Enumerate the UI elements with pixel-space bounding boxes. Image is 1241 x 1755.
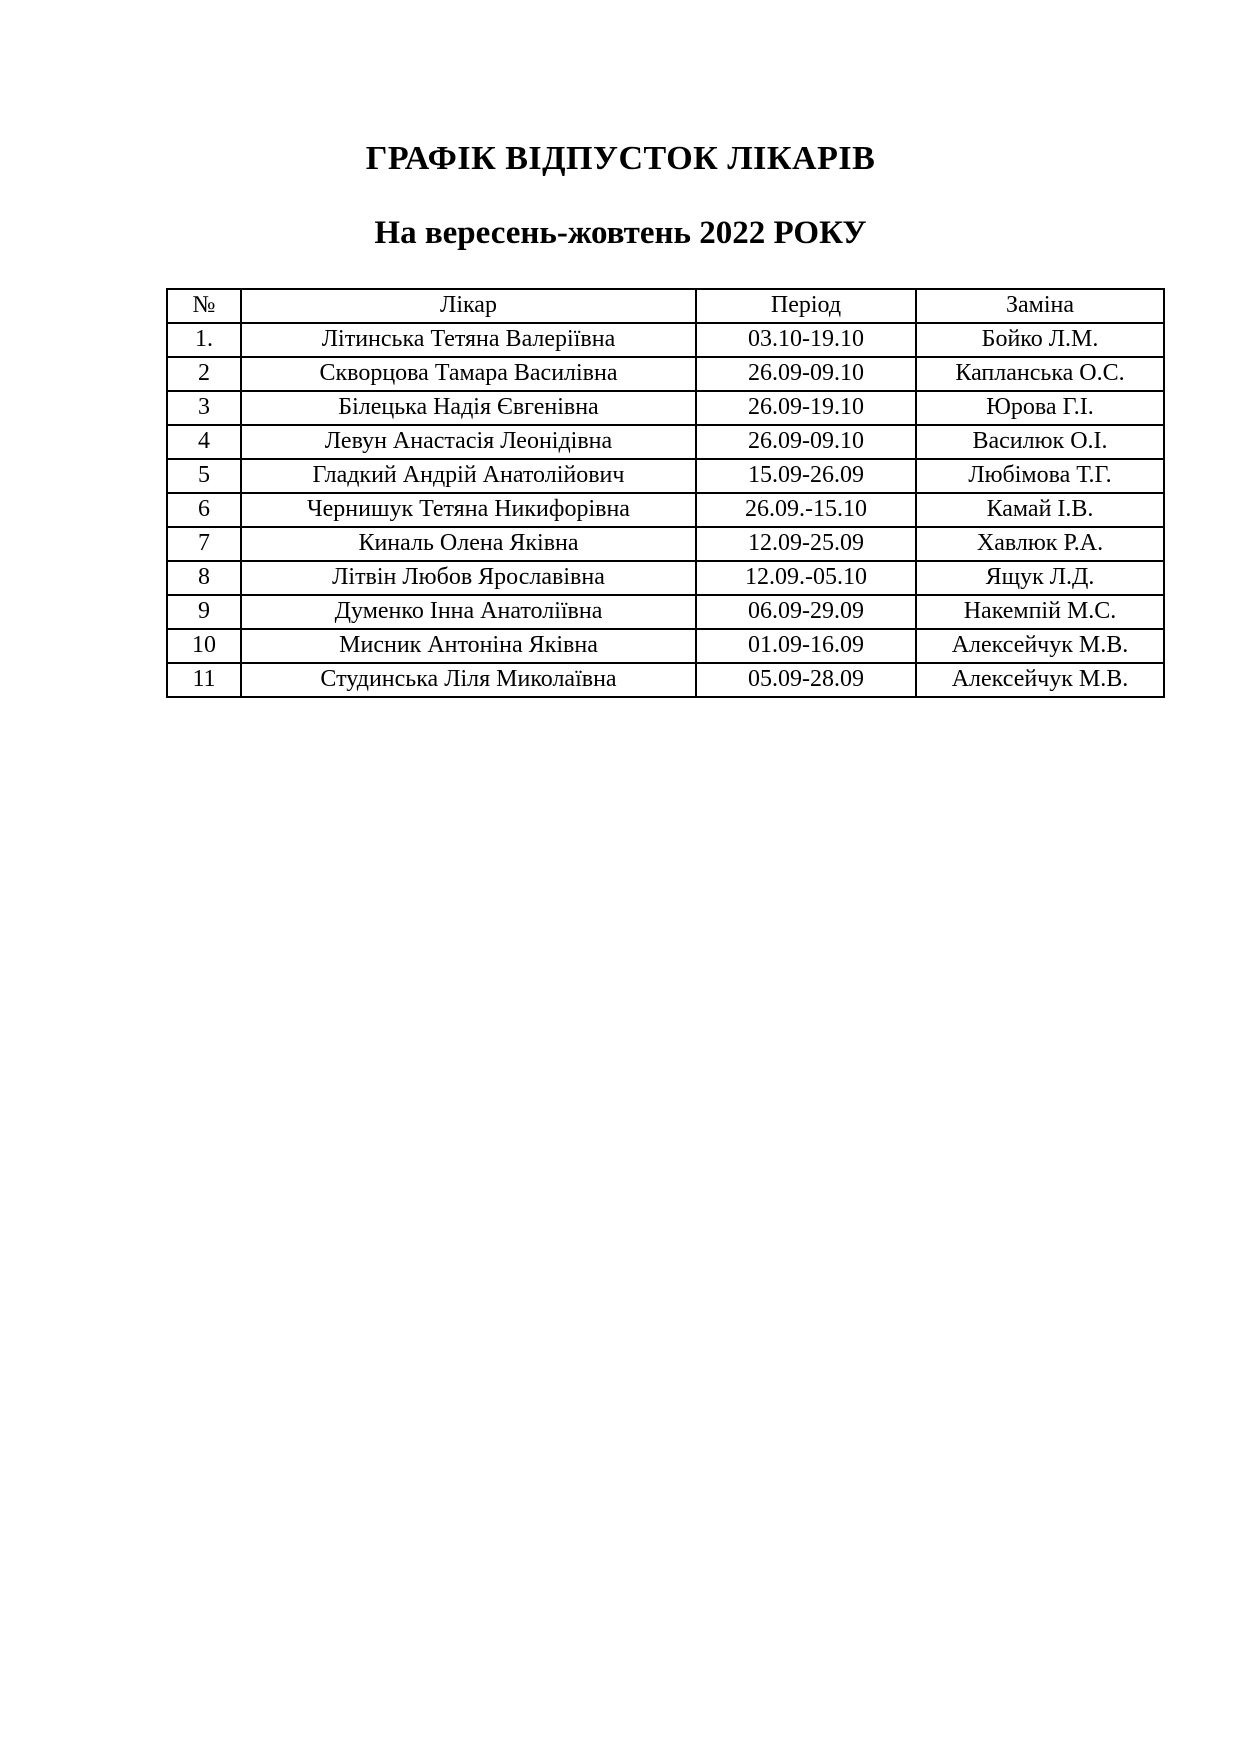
table-row <box>167 391 1164 425</box>
doctor-name-cell: Скворцова Тамара Василівна <box>241 357 696 391</box>
period-cell: 06.09-29.09 <box>696 595 916 629</box>
table-row <box>167 629 1164 663</box>
row-number-cell: 3 <box>167 391 241 425</box>
table-row <box>167 425 1164 459</box>
row-number-cell: 5 <box>167 459 241 493</box>
period-cell: 26.09-09.10 <box>696 357 916 391</box>
table-row <box>167 561 1164 595</box>
replacement-cell: Юрова Г.І. <box>916 391 1164 425</box>
doctor-name-cell: Студинська Ліля Миколаївна <box>241 663 696 697</box>
document-title: ГРАФІК ВІДПУСТОК ЛІКАРІВ <box>365 140 876 177</box>
period-cell: 01.09-16.09 <box>696 629 916 663</box>
table-row <box>167 527 1164 561</box>
doctor-name-cell: Чернишук Тетяна Никифорівна <box>241 493 696 527</box>
doctor-name-cell: Думенко Інна Анатоліївна <box>241 595 696 629</box>
row-number-cell: 2 <box>167 357 241 391</box>
col-header-replacement: Заміна <box>916 289 1164 323</box>
table-row <box>167 459 1164 493</box>
col-header-period: Період <box>696 289 916 323</box>
table-row <box>167 357 1164 391</box>
period-cell: 12.09.-05.10 <box>696 561 916 595</box>
doctor-name-cell: Левун Анастасія Леонідівна <box>241 425 696 459</box>
doctor-name-cell: Літинська Тетяна Валеріївна <box>241 323 696 357</box>
table-row <box>167 595 1164 629</box>
replacement-cell: Ящук Л.Д. <box>916 561 1164 595</box>
table-row <box>167 323 1164 357</box>
replacement-cell: Алексейчук М.В. <box>916 663 1164 697</box>
replacement-cell: Хавлюк Р.А. <box>916 527 1164 561</box>
row-number-cell: 1. <box>167 323 241 357</box>
col-header-doctor: Лікар <box>241 289 696 323</box>
replacement-cell: Василюк О.І. <box>916 425 1164 459</box>
row-number-cell: 11 <box>167 663 241 697</box>
period-cell: 12.09-25.09 <box>696 527 916 561</box>
doctor-name-cell: Білецька Надія Євгенівна <box>241 391 696 425</box>
row-number-cell: 9 <box>167 595 241 629</box>
period-cell: 05.09-28.09 <box>696 663 916 697</box>
period-cell: 26.09-09.10 <box>696 425 916 459</box>
document-subtitle: На вересень-жовтень 2022 РОКУ <box>374 215 867 252</box>
doctor-name-cell: Літвін Любов Ярославівна <box>241 561 696 595</box>
period-cell: 26.09.-15.10 <box>696 493 916 527</box>
replacement-cell: Бойко Л.М. <box>916 323 1164 357</box>
replacement-cell: Камай І.В. <box>916 493 1164 527</box>
table-header-row <box>167 289 1164 323</box>
period-cell: 26.09-19.10 <box>696 391 916 425</box>
doctor-name-cell: Гладкий Андрій Анатолійович <box>241 459 696 493</box>
table-row <box>167 663 1164 697</box>
period-cell: 15.09-26.09 <box>696 459 916 493</box>
replacement-cell: Капланська О.С. <box>916 357 1164 391</box>
period-cell: 03.10-19.10 <box>696 323 916 357</box>
vacation-schedule-table <box>166 288 1165 698</box>
replacement-cell: Алексейчук М.В. <box>916 629 1164 663</box>
row-number-cell: 7 <box>167 527 241 561</box>
doctor-name-cell: Мисник Антоніна Яківна <box>241 629 696 663</box>
row-number-cell: 10 <box>167 629 241 663</box>
replacement-cell: Любімова Т.Г. <box>916 459 1164 493</box>
table-row <box>167 493 1164 527</box>
row-number-cell: 6 <box>167 493 241 527</box>
col-header-number: № <box>167 289 241 323</box>
row-number-cell: 4 <box>167 425 241 459</box>
row-number-cell: 8 <box>167 561 241 595</box>
replacement-cell: Накемпій М.С. <box>916 595 1164 629</box>
doctor-name-cell: Киналь Олена Яківна <box>241 527 696 561</box>
